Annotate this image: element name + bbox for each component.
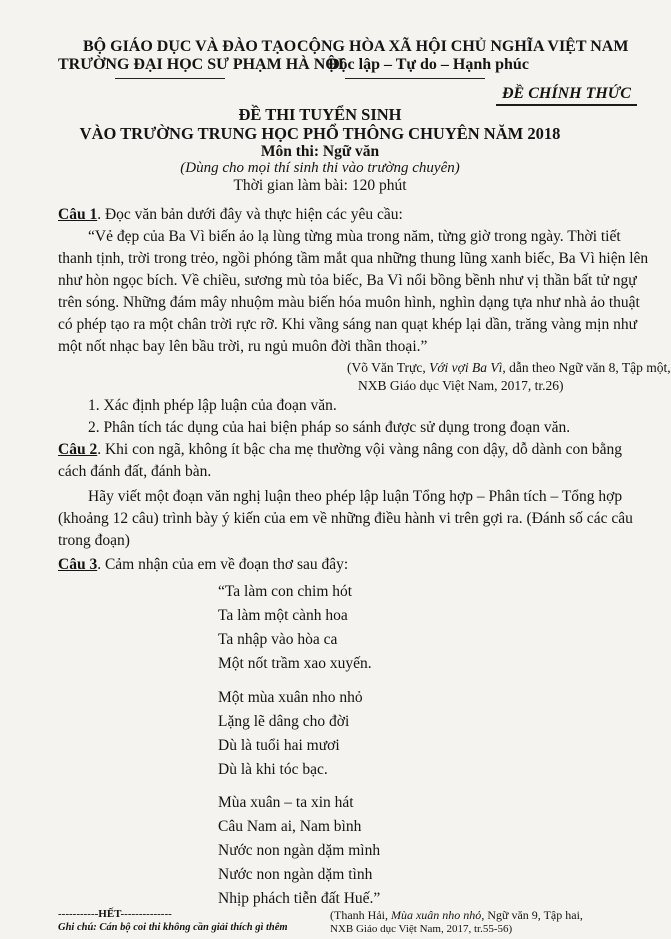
question-3-label: Câu 3 bbox=[58, 556, 98, 573]
poem-line: Dù là khi tóc bạc. bbox=[218, 761, 328, 778]
poem-source bbox=[330, 908, 583, 923]
poem-line: Nhịp phách tiễn đất Huế.” bbox=[218, 890, 381, 907]
footer-note: Ghi chú: Cán bộ coi thi không cần giải thích gì thêm bbox=[58, 922, 288, 933]
motto-underline bbox=[345, 78, 485, 79]
poem-line: Lặng lẽ dâng cho đời bbox=[218, 713, 350, 730]
source-suffix: , dẫn theo Ngữ văn 8, Tập một, bbox=[502, 360, 671, 375]
exam-subtitle: VÀO TRƯỜNG TRUNG HỌC PHỔ THÔNG CHUYÊN NĂM 2018 bbox=[79, 124, 561, 143]
passage-line: một nốt nhạc bay lên bầu trời, ru ngủ muôn đời thần thoại.” bbox=[58, 338, 428, 355]
question-3-instruction: . Cảm nhận của em về đoạn thơ sau đây: bbox=[97, 556, 349, 573]
exam-subject: Môn thi: Ngữ văn bbox=[260, 143, 380, 160]
exam-title: ĐỀ THI TUYỂN SINH bbox=[238, 105, 402, 124]
national-motto: Độc lập – Tự do – Hạnh phúc bbox=[328, 56, 529, 73]
source-prefix: (Thanh Hải, bbox=[330, 908, 391, 922]
poem-publisher: NXB Giáo dục Việt Nam, 2017, tr.55-56) bbox=[330, 923, 513, 935]
question-2-line: Hãy viết một đoạn văn nghị luận theo phép lập luận Tổng hợp – Phân tích – Tổng hợp bbox=[88, 488, 623, 505]
passage-publisher: NXB Giáo dục Việt Nam, 2017, tr.26) bbox=[358, 378, 564, 393]
poem-line: Một nốt trầm xao xuyến. bbox=[218, 655, 372, 672]
passage-line: như hòn ngọc bích. Về chiều, sương mù tỏa biếc, Ba Vì nổi bồng bềnh như vị thần bất tử ngự bbox=[58, 272, 637, 289]
passage-line: thanh tịnh, trời trong trẻo, ngồi phóng tầm mắt qua những thung lũng xanh biếc, Ba Vì hiện lên bbox=[58, 250, 649, 267]
poem-line: Câu Nam ai, Nam bình bbox=[218, 818, 362, 835]
question-3-heading bbox=[58, 556, 348, 574]
question-2-heading bbox=[58, 441, 622, 459]
passage-source bbox=[347, 360, 671, 376]
question-2-text: . Khi con ngã, không ít bậc cha mẹ thường vội vàng nâng con dậy, dỗ dành con bằng bbox=[97, 441, 623, 458]
source-suffix: , Ngữ văn 9, Tập hai, bbox=[481, 908, 583, 922]
candidate-info-line bbox=[58, 936, 91, 937]
poem-line: Ta làm một cành hoa bbox=[218, 607, 348, 624]
exam-audience: (Dùng cho mọi thí sinh thi vào trường chuyên) bbox=[180, 160, 460, 176]
task-item: 2. Phân tích tác dụng của hai biện pháp so sánh được sử dụng trong đoạn văn. bbox=[88, 419, 571, 436]
source-title: Mùa xuân nho nhỏ bbox=[390, 908, 482, 922]
passage-line: có phép tạo ra một chân trời rực rỡ. Khi vầng sáng nan quạt khép lại dần, trăng vàng mịn như bbox=[58, 316, 637, 333]
task-item: 1. Xác định phép lập luận của đoạn văn. bbox=[88, 397, 337, 414]
poem-line: Dù là tuổi hai mươi bbox=[218, 737, 340, 754]
official-stamp: ĐỀ CHÍNH THỨC bbox=[496, 84, 637, 106]
end-marker: -----------HẾT-------------- bbox=[58, 908, 172, 920]
poem-line: “Ta làm con chim hót bbox=[218, 583, 353, 600]
ministry-name: BỘ GIÁO DỤC VÀ ĐÀO TẠO bbox=[83, 38, 297, 55]
source-prefix: (Võ Văn Trực, bbox=[347, 360, 430, 375]
passage-line: “Vẻ đẹp của Ba Vì biến ảo lạ lùng từng mùa trong năm, từng giờ trong ngày. Thời tiết bbox=[88, 228, 621, 245]
poem-line: Nước non ngàn dặm tình bbox=[218, 866, 373, 883]
poem-line: Mùa xuân – ta xin hát bbox=[218, 794, 354, 811]
poem-line: Nước non ngàn dặm mình bbox=[218, 842, 381, 859]
question-1-heading bbox=[58, 206, 403, 224]
source-title: Với vợi Ba Vì bbox=[429, 360, 503, 375]
question-2-line: trong đoạn) bbox=[58, 532, 130, 549]
school-underline bbox=[115, 78, 225, 79]
question-2-line: cách đánh đất, đánh bàn. bbox=[58, 463, 212, 480]
question-2-line: (khoảng 12 câu) trình bày ý kiến của em về những điều hành vi trên gợi ra. (Đánh số các câu bbox=[58, 510, 633, 527]
question-1-instruction: . Đọc văn bản dưới đây và thực hiện các yêu cầu: bbox=[97, 206, 403, 223]
poem-line: Ta nhập vào hòa ca bbox=[218, 631, 338, 648]
country-name: CỘNG HÒA XÃ HỘI CHỦ NGHĨA VIỆT NAM bbox=[297, 38, 629, 55]
school-name: TRƯỜNG ĐẠI HỌC SƯ PHẠM HÀ NỘI bbox=[58, 56, 344, 73]
exam-duration: Thời gian làm bài: 120 phút bbox=[233, 177, 407, 194]
question-1-label: Câu 1 bbox=[58, 206, 98, 223]
question-2-label: Câu 2 bbox=[58, 441, 98, 458]
passage-line: trên sóng. Những đám mây nhuộm màu biến hóa muôn hình, nghìn dạng tựa như nhà ảo thuật bbox=[58, 294, 640, 311]
poem-line: Một mùa xuân nho nhỏ bbox=[218, 689, 363, 706]
